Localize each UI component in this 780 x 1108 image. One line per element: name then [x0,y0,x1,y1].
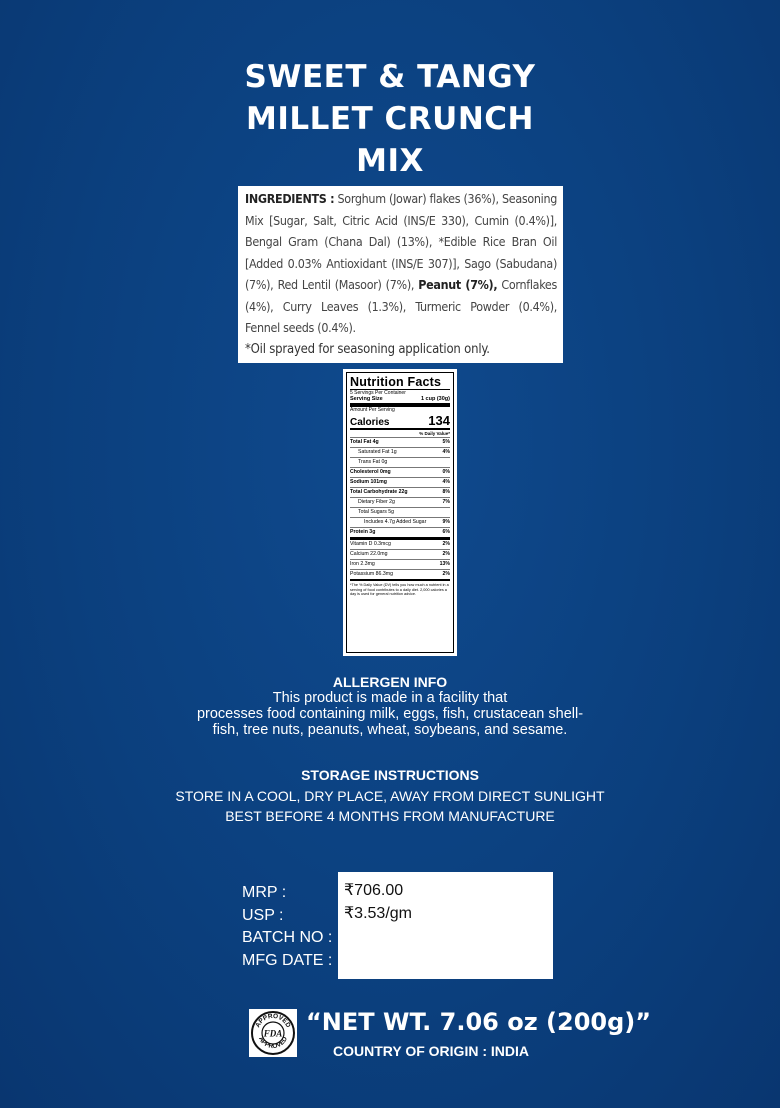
nutrient-dv: 2% [442,571,450,577]
nutrition-rows [350,437,450,579]
ingredients-peanut: Peanut (7%), [418,277,498,292]
nutrient-dv: 2% [442,551,450,557]
nutrient-label: Protein 3g [350,529,376,535]
nutrient-dv: 5% [442,439,450,445]
mrp-label: MRP : [242,884,287,901]
badge-top-text: APPROVED [254,1012,292,1029]
product-title [0,56,780,182]
ingredients-label: INGREDIENTS : [245,191,335,206]
price-box [338,872,553,979]
usp-value: ₹3.53/gm [344,904,412,922]
usp-label: USP : [242,906,284,924]
calories-value: 134 [428,413,450,428]
nutrient-label: Iron 2.3mg [350,561,375,567]
nutrition-row [350,559,450,569]
nutrient-dv: 7% [442,499,450,505]
nutrient-label: Cholesterol 0mg [350,469,391,475]
allergen-line-3: fish, tree nuts, peanuts, wheat, soybeans, and sesame. [212,722,568,738]
nutrient-label: Total Sugars 5g [358,509,395,515]
batch-label: BATCH NO : [242,929,333,946]
daily-value-header: % Daily Value* [419,431,450,436]
nutrient-dv: 6% [442,529,450,535]
nutrient-label: Total Carbohydrate 22g [350,489,408,495]
nutrition-facts-panel [343,369,457,656]
net-weight: “NET WT. 7.06 oz (200g)” [306,1008,652,1036]
nutrition-row [350,457,450,467]
badge-center-text: FDA [263,1028,283,1039]
nutrition-row [350,497,450,507]
ingredients-panel [238,186,563,363]
serving-size-label: Serving Size [350,396,383,402]
allergen-line-2: processes food containing milk, eggs, fish, crustacean shell- [196,706,584,722]
mfg-date-label: MFG DATE : [242,951,333,969]
nutrition-row [350,517,450,527]
nutrition-row [350,537,450,549]
ingredients-note: *Oil sprayed for seasoning application only. [245,341,490,357]
title-line-1: SWEET & TANGY [244,59,536,95]
svg-text:APPROVED [254,1013,291,1029]
nutrition-row [350,487,450,497]
batch-value [344,925,547,947]
nutrient-label: Total Fat 4g [350,439,379,445]
nutrition-title: Nutrition Facts [350,375,442,389]
title-line-2: MILLET CRUNCH [246,101,534,137]
nutrient-label: Saturated Fat 1g [358,449,397,455]
ingredients-text: Sorghum (Jowar) flakes (36%), Seasoning Mix [Sugar, Salt, Citric Acid (INS/E 330), Cumin (0.4%)], Bengal Gram (Chana Dal) (13%), *Edible Rice Bran Oil [Added 0.03% Antioxidant (INS/E 307)], Sago (Sabudana) (7%), Red Lentil (Masoor) (7%), [245,191,557,292]
fda-seal-icon [249,1009,297,1057]
nutrient-dv: 8% [442,489,450,495]
mfg-date-value [344,947,547,969]
fda-approved-badge [249,1009,297,1057]
nutrient-label: Vitamin D 0.3mcg [350,541,391,547]
nutrient-dv: 13% [439,561,450,567]
storage-section [0,765,780,826]
nutrient-label: Calcium 22.0mg [350,551,388,557]
servings-per-container: 5 Servings Per Container [350,389,450,396]
badge-bottom-text: APPROVED [256,1035,290,1051]
nutrient-label: Sodium 101mg [350,479,387,485]
amount-per-serving: Amount Per Serving [350,407,395,413]
nutrition-row [350,569,450,579]
country-of-origin: COUNTRY OF ORIGIN : INDIA [333,1043,529,1059]
nutrient-dv: 9% [442,519,450,525]
nutrition-row [350,527,450,537]
nutrition-row [350,549,450,559]
nutrient-label: Includes 4.7g Added Sugar [364,519,427,525]
nutrition-footnote: *The % Daily Value (DV) tells you how much a nutrient in a serving of food contributes to a daily diet. 2,000 calories a day is used for general nutrition advice. [350,583,449,596]
nutrition-row [350,477,450,487]
calories-label: Calories [350,417,390,428]
storage-line-2: BEST BEFORE 4 MONTHS FROM MANUFACTURE [225,808,555,824]
ingredients-text-end: Cornflakes (4%), Curry Leaves (1.3%), Turmeric Powder (0.4%), Fennel seeds (0.4%). [245,277,557,335]
nutrient-dv: 4% [442,449,450,455]
nutrient-dv: 2% [442,541,450,547]
allergen-heading: ALLERGEN INFO [332,674,448,690]
nutrient-dv: 4% [442,479,450,485]
nutrition-row [350,507,450,517]
storage-line-1: STORE IN A COOL, DRY PLACE, AWAY FROM DIRECT SUNLIGHT [175,788,605,804]
allergen-section [0,674,780,738]
nutrient-label: Trans Fat 0g [358,459,388,465]
nutrition-row [350,467,450,477]
mrp-value: ₹706.00 [344,882,404,899]
storage-heading: STORAGE INSTRUCTIONS [301,767,479,783]
nutrition-row [350,447,450,457]
allergen-line-1: This product is made in a facility that [272,690,508,706]
price-labels [242,882,332,972]
serving-size-value: 1 cup (30g) [420,396,450,402]
nutrient-label: Dietary Fiber 2g [358,499,395,505]
title-line-3: MIX [356,143,424,179]
nutrient-dv: 0% [442,469,450,475]
nutrition-row [350,437,450,447]
nutrient-label: Potassium 86.3mg [350,571,393,577]
